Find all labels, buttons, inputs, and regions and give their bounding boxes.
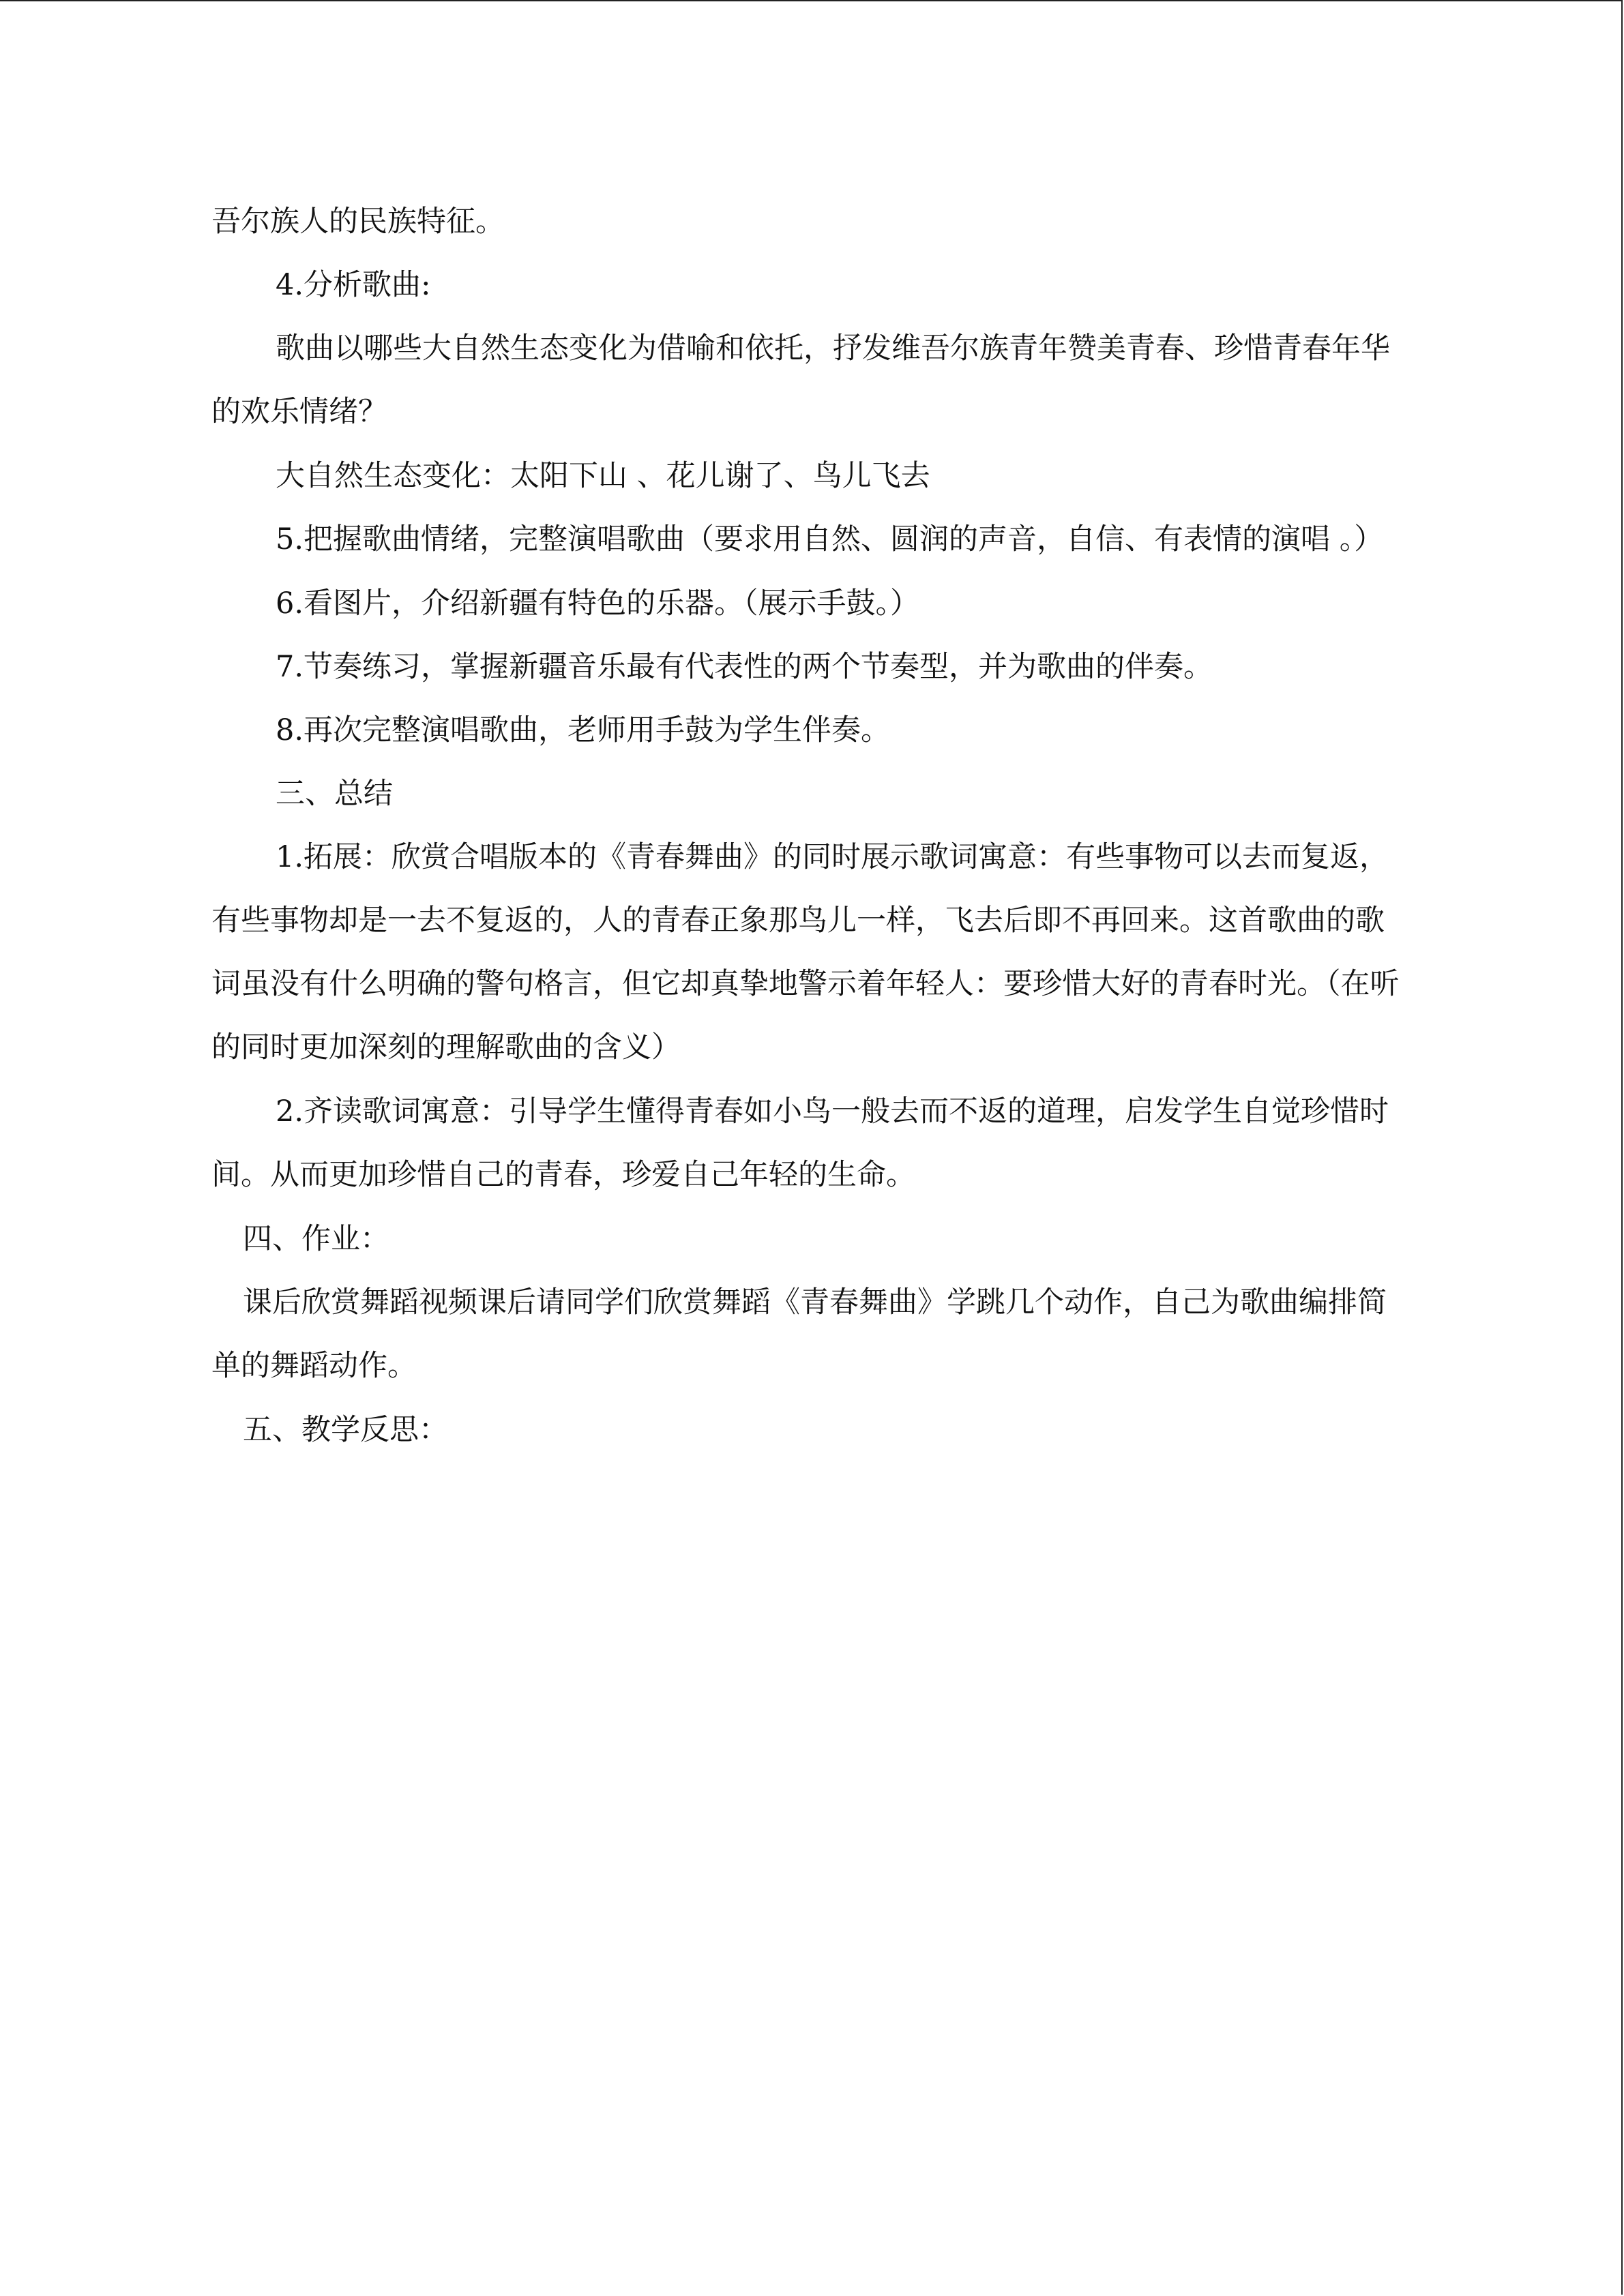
paragraph-extension: 1.拓展：欣赏合唱版本的《青春舞曲》的同时展示歌词寓意：有些事物可以去而复返，有些事物却是一去不复返的，人的青春正象那鸟儿一样，飞去后即不再回来。这首歌曲的歌词虽没有什么明确的警句格言，但它却真挚地警示着年轻人：要珍惜大好的青春时光。（在听的同时更加深刻的理解歌曲的含义） [211,840,1400,1064]
paragraph-nature-changes: 大自然生态变化：太阳下山 、花儿谢了、鸟儿飞去 [276,459,930,493]
paragraph-read-lyrics: 2.齐读歌词寓意：引导学生懂得青春如小鸟一般去而不返的道理，启发学生自觉珍惜时间。从而更加珍惜自己的青春，珍爱自己年轻的生命。 [211,1094,1389,1192]
paragraph-rhythm: 7.节奏练习，掌握新疆音乐最有代表性的两个节奏型，并为歌曲的伴奏。 [276,650,1213,684]
heading-homework: 四、作业： [243,1222,389,1256]
paragraph-song-question: 歌曲以哪些大自然生态变化为借喻和依托，抒发维吾尔族青年赞美青春、珍惜青春年华的欢乐情绪？ [211,331,1390,429]
paragraph-intro-tail: 吾尔族人的民族特征。 [211,205,505,239]
document-body [211,206,1412,1478]
heading-reflection: 五、教学反思： [243,1413,448,1447]
paragraph-instrument: 6.看图片，介绍新疆有特色的乐器。（展示手鼓。） [276,586,920,621]
heading-summary: 三、总结 [276,777,393,811]
paragraph-perform-again: 8.再次完整演唱歌曲，老师用手鼓为学生伴奏。 [276,713,891,747]
paragraph-homework: 课后欣赏舞蹈视频课后请同学们欣赏舞蹈《青春舞曲》学跳几个动作，自己为歌曲编排简单的舞蹈动作。 [211,1285,1387,1383]
paragraph-perform-song: 5.把握歌曲情绪，完整演唱歌曲（要求用自然、圆润的声音，自信、有表情的演唱 。） [276,522,1384,556]
paragraph-analyze-song: 4.分析歌曲: [276,268,431,302]
